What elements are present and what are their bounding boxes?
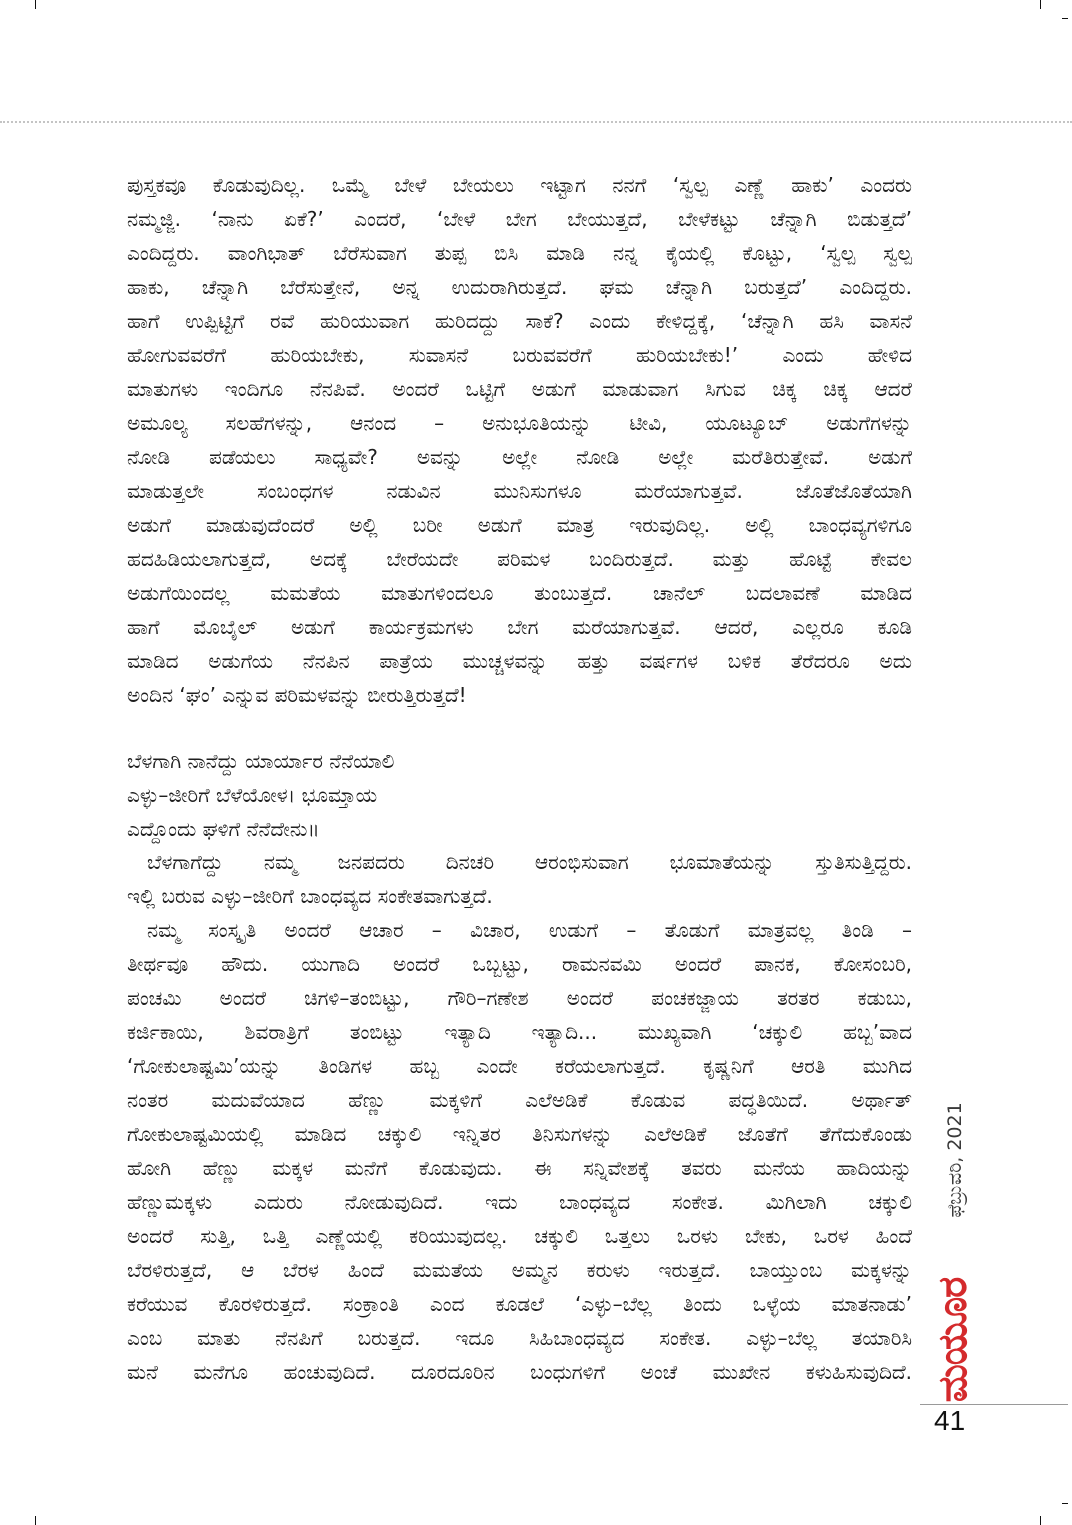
line-text: ಹಾಗೆ ಉಪ್ಪಿಟ್ಟಿಗೆ ರವೆ ಹುರಿಯುವಾಗ ಹುರಿದದ್ದು ಸಾಕೆ? ಎಂದು ಕೇಳಿದ್ದಕ್ಕೆ, ‘ಚೆನ್ನಾಗಿ ಹಸಿ ವಾಸನೆ: [127, 309, 912, 333]
text-line: [127, 1117, 912, 1151]
line-text: ಕರೆಯುವ ಕೊರಳಿರುತ್ತದೆ. ಸಂಕ್ರಾಂತಿ ಎಂದ ಕೂಡಲೆ ‘ಎಳ್ಳು–ಬೆಲ್ಲ ತಿಂದು ಒಳ್ಳೆಯ ಮಾತನಾಡು’: [127, 1292, 912, 1316]
text-line: [127, 1151, 912, 1185]
line-text: ನಮ್ಮ ಸಂಸ್ಕೃತಿ ಅಂದರೆ ಆಚಾರ – ವಿಚಾರ, ಉಡುಗೆ – ತೊಡುಗೆ ಮಾತ್ರವಲ್ಲ ತಿಂಡಿ –: [147, 918, 912, 942]
line-text: ಕರ್ಜಿಕಾಯಿ, ಶಿವರಾತ್ರಿಗೆ ತಂಬಿಟ್ಟು ಇತ್ಯಾದಿ ಇತ್ಯಾದಿ... ಮುಖ್ಯವಾಗಿ ‘ಚಕ್ಕುಲಿ ಹಬ್ಬ’ವಾದ: [127, 1020, 912, 1044]
text-line: [127, 1015, 912, 1049]
line-text: ಹೋಗುವವರೆಗೆ ಹುರಿಯಬೇಕು, ಸುವಾಸನೆ ಬರುವವರೆಗೆ ಹುರಿಯಬೇಕು!’ ಎಂದು ಹೇಳಿದ: [127, 343, 912, 367]
verse-line: [127, 812, 912, 846]
text-line: [127, 947, 912, 981]
line-text: ಹೆಣ್ಣುಮಕ್ಕಳು ಎದುರು ನೋಡುವುದಿದೆ. ಇದು ಬಾಂಧವ್ಯದ ಸಂಕೇತ. ಮಿಗಿಲಾಗಿ ಚಕ್ಕುಲಿ: [127, 1190, 912, 1214]
text-line: [127, 406, 912, 440]
line-text: ಅಡುಗೆ ಮಾಡುವುದೆಂದರೆ ಅಲ್ಲಿ ಬರೀ ಅಡುಗೆ ಮಾತ್ರ ಇರುವುದಿಲ್ಲ. ಅಲ್ಲಿ ಬಾಂಧವ್ಯಗಳಿಗೂ: [127, 513, 912, 537]
text-line: [127, 678, 912, 712]
text-line: [127, 879, 912, 913]
line-text: ಅಮೂಲ್ಯ ಸಲಹೆಗಳನ್ನು, ಆನಂದ – ಅನುಭೂತಿಯನ್ನು ಟೀವಿ, ಯೂಟ್ಯೂಬ್ ಅಡುಗೆಗಳನ್ನು: [127, 411, 912, 435]
text-line: [127, 372, 912, 406]
line-text: ಬೆಳಗಾಗಿ ನಾನೆದ್ದು ಯಾರ್ಯಾರ ನೆನೆಯಾಲಿ: [127, 749, 395, 773]
line-text: ಎಂಬ ಮಾತು ನೆನಪಿಗೆ ಬರುತ್ತದೆ. ಇದೂ ಸಿಹಿಬಾಂಧವ್ಯದ ಸಂಕೇತ. ಎಳ್ಳು–ಬೆಲ್ಲ ತಯಾರಿಸಿ: [127, 1326, 912, 1350]
line-text: ಅಡುಗೆಯಿಂದಲ್ಲ ಮಮತೆಯ ಮಾತುಗಳಿಂದಲೂ ತುಂಬುತ್ತದೆ. ಚಾನೆಲ್ ಬದಲಾವಣೆ ಮಾಡಿದ: [127, 581, 912, 605]
text-line: [147, 913, 912, 947]
line-text: ನೋಡಿ ಪಡೆಯಲು ಸಾಧ್ಯವೇ? ಅವನ್ನು ಅಲ್ಲೇ ನೋಡಿ ಅಲ್ಲೇ ಮರೆತಿರುತ್ತೇವೆ. ಅಡುಗೆ: [127, 445, 912, 469]
text-line: [127, 644, 912, 678]
line-text: ಮಾತುಗಳು ಇಂದಿಗೂ ನೆನಪಿವೆ. ಅಂದರೆ ಒಟ್ಟಿಗೆ ಅಡುಗೆ ಮಾಡುವಾಗ ಸಿಗುವ ಚಿಕ್ಕ ಚಿಕ್ಕ ಆದರೆ: [127, 377, 912, 401]
line-text: ಹದಹಿಡಿಯಲಾಗುತ್ತದೆ, ಅದಕ್ಕೆ ಬೇರೆಯದೇ ಪರಿಮಳ ಬಂದಿರುತ್ತದೆ. ಮತ್ತು ಹೊಟ್ಟೆ ಕೇವಲ: [127, 547, 912, 571]
article-paragraph: [127, 913, 912, 1389]
line-text: ಮನೆ ಮನೆಗೂ ಹಂಚುವುದಿದೆ. ದೂರದೂರಿನ ಬಂಧುಗಳಿಗೆ ಅಂಚೆ ಮುಖೇನ ಕಳುಹಿಸುವುದಿದೆ.: [127, 1360, 912, 1384]
line-text: ತೀರ್ಥವೂ ಹೌದು. ಯುಗಾದಿ ಅಂದರೆ ಒಬ್ಬಟ್ಟು, ರಾಮನವಮಿ ಅಂದರೆ ಪಾನಕ, ಕೋಸಂಬರಿ,: [127, 952, 912, 976]
line-text: ನಂತರ ಮದುವೆಯಾದ ಹೆಣ್ಣು ಮಕ್ಕಳಿಗೆ ಎಲೆಅಡಿಕೆ ಕೊಡುವ ಪದ್ಧತಿಯಿದೆ. ಅರ್ಥಾತ್: [127, 1088, 912, 1112]
crop-mark: [1040, 0, 1041, 9]
line-text: ಇಲ್ಲಿ ಬರುವ ಎಳ್ಳು–ಜೀರಿಗೆ ಬಾಂಧವ್ಯದ ಸಂಕೇತವಾಗುತ್ತದೆ.: [127, 884, 493, 908]
article-paragraph: [127, 168, 912, 712]
text-line: [127, 202, 912, 236]
text-line: [127, 1049, 912, 1083]
line-text: ಎದ್ದೊಂದು ಘಳಿಗೆ ನೆನೆದೇನು॥: [127, 817, 320, 841]
text-line: [127, 236, 912, 270]
verse-line: [127, 744, 912, 778]
line-text: ಅಂದಿನ ‘ಘಂ’ ಎನ್ನುವ ಪರಿಮಳವನ್ನು ಬೀರುತ್ತಿರುತ್ತದೆ!: [127, 683, 467, 707]
magazine-logo: ಮಯೂರ: [930, 1277, 976, 1403]
line-text: ಗೋಕುಲಾಷ್ಟಮಿಯಲ್ಲಿ ಮಾಡಿದ ಚಕ್ಕುಲಿ ಇನ್ನಿತರ ತಿನಿಸುಗಳನ್ನು ಎಲೆಅಡಿಕೆ ಜೊತೆಗೆ ತೆಗೆದುಕೊಂಡು: [127, 1122, 912, 1146]
text-line: [127, 1321, 912, 1355]
line-text: ನಮ್ಮಜ್ಜಿ. ‘ನಾನು ಏಕೆ?’ ಎಂದರೆ, ‘ಬೇಳೆ ಬೇಗ ಬೇಯುತ್ತದೆ, ಬೇಳೆಕಟ್ಟು ಚೆನ್ನಾಗಿ ಬಿಡುತ್ತದೆ’: [127, 207, 912, 231]
line-text: ಪಂಚಮಿ ಅಂದರೆ ಚಿಗಳಿ–ತಂಬಿಟ್ಟು, ಗೌರಿ–ಗಣೇಶ ಅಂದರೆ ಪಂಚಕಜ್ಜಾಯ ತರತರ ಕಡುಬು,: [127, 986, 912, 1010]
line-text: ಹೋಗಿ ಹೆಣ್ಣು ಮಕ್ಕಳ ಮನೆಗೆ ಕೊಡುವುದು. ಈ ಸನ್ನಿವೇಶಕ್ಕೆ ತವರು ಮನೆಯ ಹಾದಿಯನ್ನು: [127, 1156, 912, 1180]
crop-mark: [1062, 18, 1068, 19]
verse-line: [127, 778, 912, 812]
line-text: ಮಾಡಿದ ಅಡುಗೆಯ ನೆನಪಿನ ಪಾತ್ರೆಯ ಮುಚ್ಚಳವನ್ನು ಹತ್ತು ವರ್ಷಗಳ ಬಳಿಕ ತೆರೆದರೂ ಅದು: [127, 649, 912, 673]
page-number: 41: [934, 1405, 966, 1436]
text-line: [127, 474, 912, 508]
text-line: [127, 981, 912, 1015]
article-paragraph: [127, 845, 912, 913]
text-line: [127, 1219, 912, 1253]
text-line: [127, 304, 912, 338]
crop-mark: [1040, 1516, 1041, 1525]
text-line: [127, 1253, 912, 1287]
line-text: ಹಾಗೆ ಮೊಬೈಲ್ ಅಡುಗೆ ಕಾರ್ಯಕ್ರಮಗಳು ಬೇಗ ಮರೆಯಾಗುತ್ತವೆ. ಆದರೆ, ಎಲ್ಲರೂ ಕೂಡಿ: [127, 615, 912, 639]
text-line: [127, 168, 912, 202]
text-line: [127, 576, 912, 610]
text-line: [127, 440, 912, 474]
crop-mark: [35, 0, 36, 9]
line-text: ಬೆರಳಿರುತ್ತದೆ, ಆ ಬೆರಳ ಹಿಂದೆ ಮಮತೆಯ ಅಮ್ಮನ ಕರುಳು ಇರುತ್ತದೆ. ಬಾಯ್ತುಂಬ ಮಕ್ಕಳನ್ನು: [127, 1258, 912, 1282]
text-line: [127, 1355, 912, 1389]
issue-date: ಫೆಬ್ರುವರಿ, 2021: [944, 1102, 966, 1218]
crop-mark: [1062, 1503, 1068, 1504]
text-line: [127, 338, 912, 372]
text-line: [127, 270, 912, 304]
text-line: [127, 542, 912, 576]
line-text: ಹಾಕು, ಚೆನ್ನಾಗಿ ಬೆರೆಸುತ್ತೇನೆ, ಅನ್ನ ಉದುರಾಗಿರುತ್ತದೆ. ಘಮ ಚೆನ್ನಾಗಿ ಬರುತ್ತದೆ’ ಎಂದಿದ್ದರು.: [127, 275, 912, 299]
line-text: ಎಳ್ಳು–ಜೀರಿಗೆ ಬೆಳೆಯೋಳ। ಭೂಮ್ತಾಯ: [127, 783, 378, 807]
text-line: [127, 1185, 912, 1219]
text-line: [127, 1083, 912, 1117]
line-text: ‘ಗೋಕುಲಾಷ್ಟಮಿ’ಯನ್ನು ತಿಂಡಿಗಳ ಹಬ್ಬ ಎಂದೇ ಕರೆಯಲಾಗುತ್ತದೆ. ಕೃಷ್ಣನಿಗೆ ಆರತಿ ಮುಗಿದ: [127, 1054, 912, 1078]
folk-verse: [127, 744, 912, 846]
text-line: [127, 508, 912, 542]
line-text: ಪುಸ್ತಕವೂ ಕೊಡುವುದಿಲ್ಲ. ಒಮ್ಮೆ ಬೇಳೆ ಬೇಯಲು ಇಟ್ಟಾಗ ನನಗೆ ‘ಸ್ವಲ್ಪ ಎಣ್ಣೆ ಹಾಕು’ ಎಂದರು: [127, 173, 912, 197]
text-line: [127, 1287, 912, 1321]
dotted-divider: [0, 121, 1072, 123]
crop-mark: [35, 1516, 36, 1525]
text-line: [147, 845, 912, 879]
line-text: ಎಂದಿದ್ದರು. ವಾಂಗಿಭಾತ್ ಬೆರೆಸುವಾಗ ತುಪ್ಪ ಬಿಸಿ ಮಾಡಿ ನನ್ನ ಕೈಯಲ್ಲಿ ಕೊಟ್ಟು, ‘ಸ್ವಲ್ಪ ಸ್ವಲ್ಪ: [127, 241, 912, 265]
line-text: ಅಂದರೆ ಸುತ್ತಿ, ಒತ್ತಿ ಎಣ್ಣೆಯಲ್ಲಿ ಕರಿಯುವುದಲ್ಲ. ಚಕ್ಕುಲಿ ಒತ್ತಲು ಒರಳು ಬೇಕು, ಒರಳ ಹಿಂದೆ: [127, 1224, 912, 1248]
line-text: ಮಾಡುತ್ತಲೇ ಸಂಬಂಧಗಳ ನಡುವಿನ ಮುನಿಸುಗಳೂ ಮರೆಯಾಗುತ್ತವೆ. ಜೊತೆಜೊತೆಯಾಗಿ: [127, 479, 912, 503]
line-text: ಬೆಳಗಾಗೆದ್ದು ನಮ್ಮ ಜನಪದರು ದಿನಚರಿ ಆರಂಭಿಸುವಾಗ ಭೂಮಾತೆಯನ್ನು ಸ್ತುತಿಸುತ್ತಿದ್ದರು.: [147, 850, 912, 874]
text-line: [127, 610, 912, 644]
